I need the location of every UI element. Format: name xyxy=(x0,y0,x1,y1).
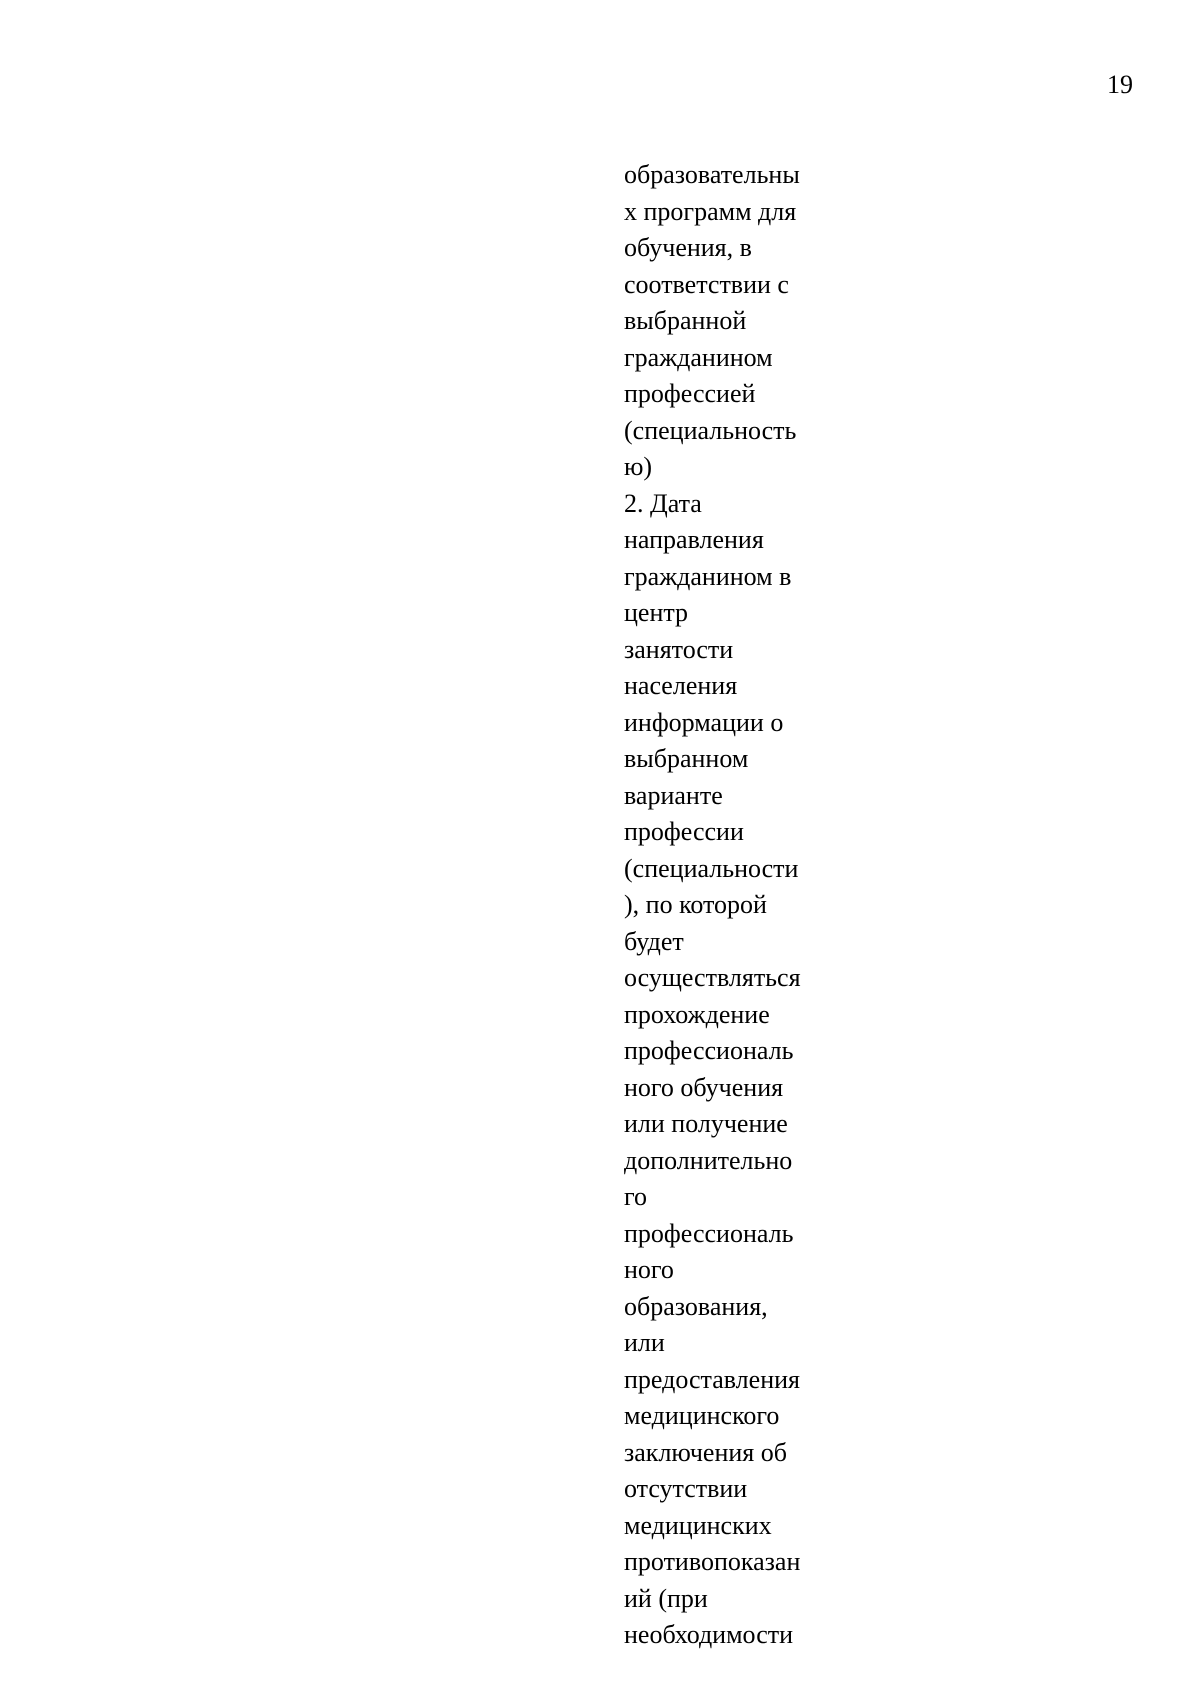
text-line: 2. Дата xyxy=(624,488,702,518)
text-line: обучения, в xyxy=(624,233,752,262)
text-line: выбранном xyxy=(624,744,749,773)
text-line: медицинских xyxy=(624,1510,772,1540)
text-line: или xyxy=(624,1328,665,1357)
text-line: (специальность xyxy=(624,415,797,445)
text-line: профессиональ xyxy=(624,1036,794,1065)
text-line: дополнительно xyxy=(624,1145,793,1175)
text-line: образования, xyxy=(624,1291,768,1321)
text-line: профессиональ xyxy=(624,1218,794,1248)
text-line: центр xyxy=(624,598,689,627)
text-line: ного xyxy=(624,1255,674,1284)
page-number: 19 xyxy=(1107,70,1133,99)
text-line: будет xyxy=(624,926,684,956)
text-line: отсутствии xyxy=(624,1474,748,1503)
text-line: гражданином в xyxy=(624,561,792,591)
text-line: соответствии с xyxy=(624,269,789,299)
text-line: варианте xyxy=(624,780,723,810)
text-line: предоставления xyxy=(624,1364,800,1394)
text-line: профессией xyxy=(624,379,756,408)
text-line: ), по которой xyxy=(624,890,767,919)
text-line: осуществляться xyxy=(624,963,801,992)
text-line: (специальности xyxy=(624,853,799,883)
text-line: противопоказан xyxy=(624,1547,801,1576)
text-line: х программ для xyxy=(624,196,797,226)
text-line: го xyxy=(624,1182,648,1211)
text-line: населения xyxy=(624,671,738,700)
text-line: образовательны xyxy=(624,160,800,189)
text-line: профессии xyxy=(624,817,744,846)
text-line: выбранной xyxy=(624,306,747,335)
text-line: прохождение xyxy=(624,999,770,1029)
text-line: гражданином xyxy=(624,342,773,372)
text-line: заключения об xyxy=(624,1437,787,1467)
text-line: занятости xyxy=(624,634,734,664)
text-line: информации о xyxy=(624,707,784,737)
text-line: ю) xyxy=(624,452,653,481)
text-line: медицинского xyxy=(624,1401,780,1430)
text-column xyxy=(624,157,824,1654)
text-line: необходимости xyxy=(624,1620,794,1649)
text-line: ного обучения xyxy=(624,1072,784,1102)
text-line: направления xyxy=(624,525,764,554)
text-line: или получение xyxy=(624,1109,788,1138)
text-line: ий (при xyxy=(624,1583,708,1613)
